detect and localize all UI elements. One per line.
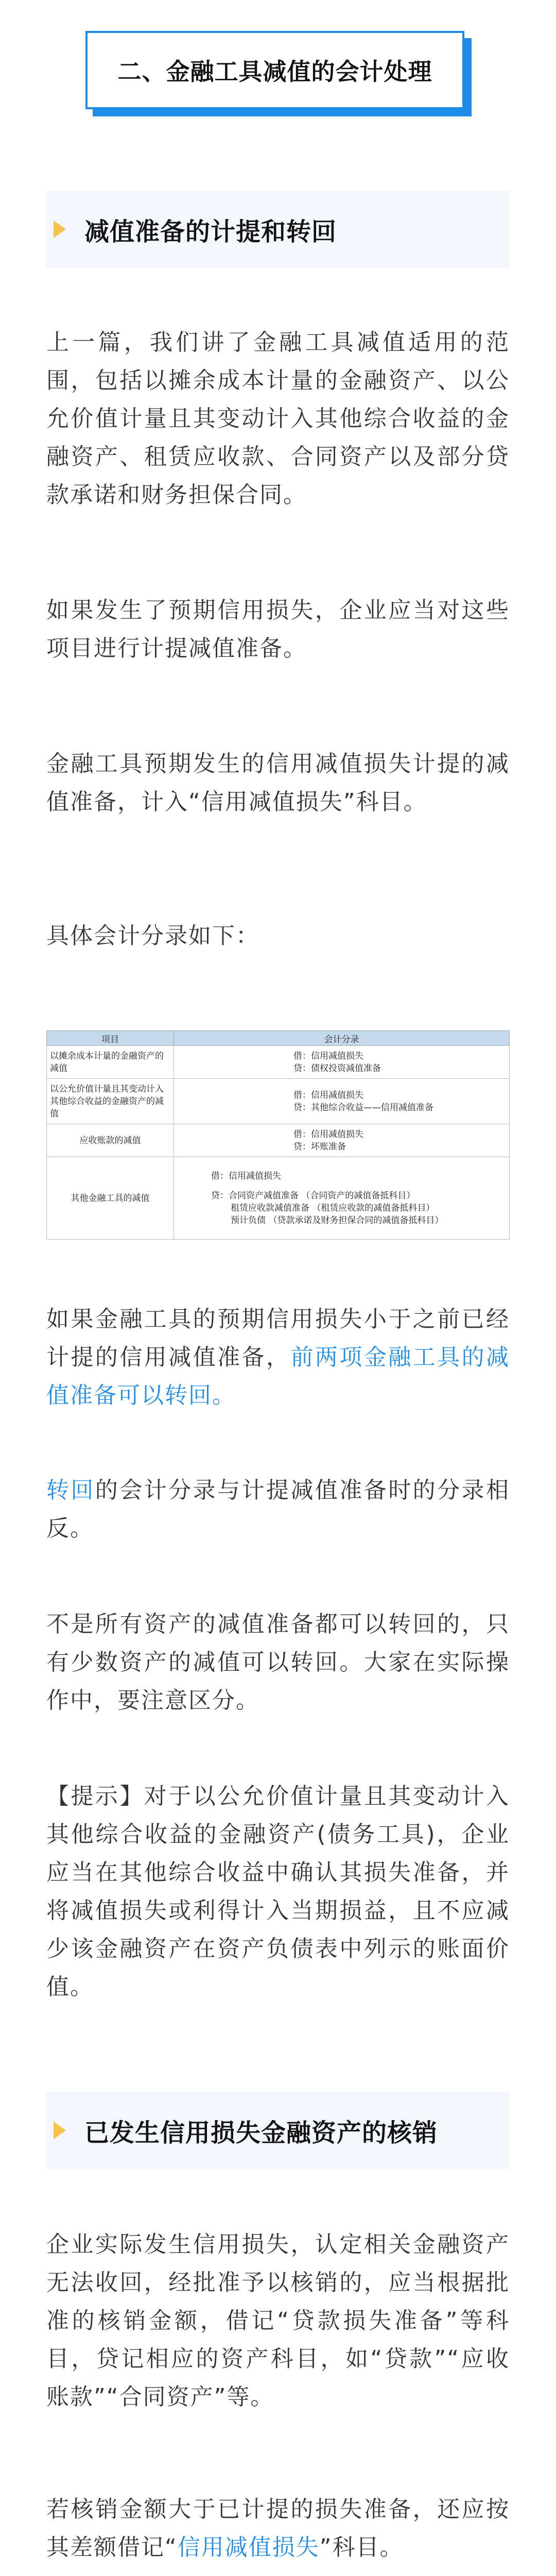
paragraph-text: 若核销金额大于已计提的损失准备，还应按其差额借记“ [46,2496,510,2561]
table-cell-entries [174,1079,510,1124]
section-header-2 [46,2092,510,2169]
entry-line: 贷：合同资产减值准备 （合同资产的减值备抵科目） [211,1190,415,1201]
table-row [47,1157,510,1240]
paragraph-text: 的会计分录与计提减值准备时的分录相反。 [46,1477,510,1541]
paragraph-text: ”科目。 [319,2534,404,2561]
highlight-text: 转回 [46,1477,95,1503]
table-row [47,1124,510,1157]
entry-line: 借：信用减值损失 [293,1090,363,1100]
paragraph [46,1471,510,1548]
entry-line: 借：信用减值损失 [211,1171,281,1181]
section-title: 减值准备的计提和转回 [84,217,337,246]
paragraph: 【提示】对于以公允价值计量且其变动计入其他综合收益的金融资产(债务工具)，企业应当在其他综合收益中确认其损失准备，并将减值损失或利得计入当期损益，且不应减少该金融资产在资产负债表中列示的账面价值。 [46,1783,510,2000]
entry-line: 借：信用减值损失 [293,1129,363,1140]
table-cell-item: 其他金融工具的减值 [47,1157,174,1240]
table-row [47,1079,510,1124]
highlight-text: 前两项金融工具的减值准备可以转回。 [46,1344,510,1409]
entry-line: 贷：坏账准备 [293,1141,346,1152]
table-cell-item: 应收账款的减值 [47,1124,174,1157]
table-cell-item: 以摊余成本计量的金融资产的减值 [47,1046,174,1079]
paragraph: 如果发生了预期信用损失，企业应当对这些项目进行计提减值准备。 [46,597,510,662]
accounting-entries-table [46,1030,510,1252]
table-cell-item: 以公允价值计量且其变动计入其他综合收益的金融资产的减值 [47,1079,174,1124]
paragraph [46,1300,510,1415]
table-row [47,1046,510,1079]
title-box [85,31,464,109]
paragraph: 金融工具预期发生的信用减值损失计提的减值准备，计入“信用减值损失”科目。 [46,751,510,815]
section-title: 已发生信用损失金融资产的核销 [84,2118,438,2147]
table-cell-entries [174,1046,510,1079]
paragraph [46,2490,510,2567]
table-header-entries: 会计分录 [174,1031,510,1046]
entry-line: 贷：债权投资减值准备 [293,1063,381,1074]
paragraph-text: 如果金融工具的预期信用损失小于之前已经计提的信用减值准备， [46,1306,510,1370]
paragraph: 具体会计分录如下： [46,923,259,949]
entry-line: 租赁应收款减值准备 （租赁应收款的减值备抵科目） [231,1202,435,1213]
paragraph: 企业实际发生信用损失，认定相关金融资产无法收回，经批准予以核销的，应当根据批准的核销金额，借记“贷款损失准备”等科目，贷记相应的资产科目，如“贷款”“应收账款”“合同资产”等。 [46,2231,510,2410]
highlight-text: 信用减值损失 [177,2534,320,2561]
triangle-bullet-icon [54,221,66,238]
page-title: 二、金融工具减值的会计处理 [117,58,432,86]
triangle-bullet-icon [54,2122,66,2139]
table-cell-entries [174,1157,510,1240]
paragraph: 不是所有资产的减值准备都可以转回的，只有少数资产的减值可以转回。大家在实际操作中，要注意区分。 [46,1611,510,1714]
entry-line: 预计负债 （贷款承诺及财务担保合同的减值备抵科目） [231,1215,444,1226]
paragraph: 上一篇，我们讲了金融工具减值适用的范围，包括以摊余成本计量的金融资产、以公允价值计量且其变动计入其他综合收益的金融资产、租赁应收款、合同资产以及部分贷款承诺和财务担保合同。 [46,329,510,508]
entry-line: 贷：其他综合收益——信用减值准备 [293,1102,433,1113]
section-header-1 [46,191,510,268]
table-cell-entries [174,1124,510,1157]
table-header-item: 项目 [47,1031,174,1046]
entry-line: 借：信用减值损失 [293,1050,363,1061]
